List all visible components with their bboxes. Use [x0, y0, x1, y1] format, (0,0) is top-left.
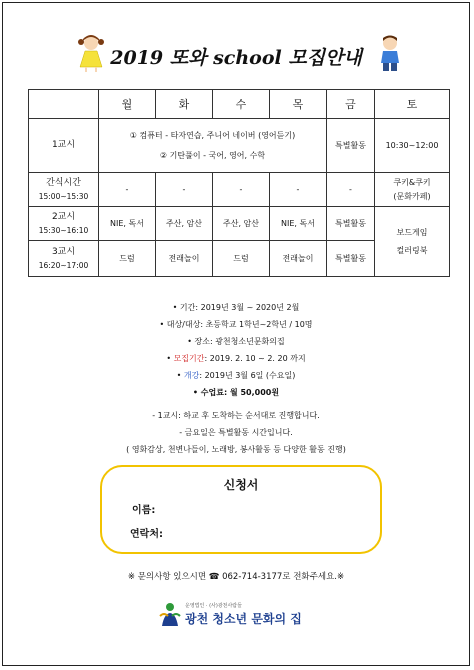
page-title: 2019 또와 school 모집안내: [110, 47, 362, 69]
info-fee: • 수업료: 월 50,000원: [192, 388, 280, 397]
period-label: 1교시: [51, 140, 76, 150]
period-time: 15:00~15:30: [38, 191, 89, 201]
period-label: 2교시: [51, 211, 76, 222]
period-cell: [29, 207, 99, 241]
schedule-cell: 주산, 암산: [213, 207, 270, 241]
note-line: - 1교시: 하교 후 도착하는 순서대로 진행합니다.: [152, 411, 320, 420]
info-period: • 기간: 2019년 3월 ~ 2020년 2월: [172, 303, 300, 312]
schedule-cell: -: [213, 173, 270, 207]
table-row: [29, 119, 450, 173]
day-header: 금: [327, 90, 375, 119]
schedule-cell: 전래놀이: [270, 241, 327, 277]
corner-cell: [29, 90, 99, 119]
open-value: : 2019년 3월 6일 (수요일): [199, 371, 296, 380]
open-label: 개강: [183, 371, 200, 380]
info-open: • 개강: 2019년 3월 6일 (수요일): [176, 371, 296, 380]
period-cell: [29, 119, 99, 173]
info-recruit: • 모집기간: 2019. 2. 10 ~ 2. 20 까지: [166, 354, 306, 363]
period1-line: ① 컴퓨터 - 타자연습, 주니어 네이버 (영어듣기): [129, 130, 296, 140]
note-line: - 금요일은 특별활동 시간입니다.: [179, 428, 293, 437]
day-header: 월: [99, 90, 156, 119]
day-header: 수: [213, 90, 270, 119]
day-header: 화: [156, 90, 213, 119]
saturday-cell: 보드게임 컬러링북: [375, 207, 450, 277]
info-place: • 장소: 광천청소년문화의집: [187, 337, 285, 346]
org-operator: 운영법인 · (사)광천사람들: [185, 603, 242, 609]
schedule-cell: -: [156, 173, 213, 207]
flyer-page: [2, 2, 470, 666]
schedule-cell: NIE, 독서: [270, 207, 327, 241]
day-header: 토: [375, 90, 450, 119]
organization-logo: [158, 602, 338, 628]
schedule-cell: 드럼: [99, 241, 156, 277]
schedule-table: [28, 89, 450, 277]
period-time: 15:30~16:10: [38, 225, 89, 235]
schedule-cell: -: [270, 173, 327, 207]
notes: [3, 407, 469, 458]
saturday-cell: 10:30~12:00: [375, 119, 450, 173]
period-cell: [29, 173, 99, 207]
contact-info: ※ 문의사항 있으시면 ☎ 062-714-3177로 전화주세요.※: [127, 572, 345, 582]
schedule-cell: 드럼: [213, 241, 270, 277]
schedule-cell: 전래놀이: [156, 241, 213, 277]
period1-content-cell: [99, 119, 327, 173]
program-info: [3, 299, 469, 401]
contact-field-label: 연락처:: [130, 529, 163, 540]
note-line: ( 영화감상, 천변나들이, 노래방, 봉사활동 등 다양한 활동 진행): [126, 445, 346, 454]
period-label: 간식시간: [46, 177, 81, 188]
info-target: • 대상/대상: 초등학교 1학년~2학년 / 10명: [159, 320, 313, 329]
friday-cell: 특별활동: [327, 119, 375, 173]
table-row: [29, 207, 450, 241]
schedule-cell: 특별활동: [327, 241, 375, 277]
org-name: 광천 청소년 문화의 집: [185, 612, 302, 626]
schedule-cell: 주산, 암산: [156, 207, 213, 241]
period1-line: ② 기탄풀이 - 국어, 영어, 수학: [159, 150, 266, 160]
period-label: 3교시: [51, 246, 76, 257]
period-cell: [29, 241, 99, 277]
table-row: [29, 173, 450, 207]
application-form: [100, 465, 382, 554]
day-header: 목: [270, 90, 327, 119]
table-header-row: [29, 90, 450, 119]
schedule-cell: NIE, 독서: [99, 207, 156, 241]
name-field-label: 이름:: [132, 505, 156, 516]
schedule-cell: -: [327, 173, 375, 207]
application-title: 신청서: [223, 478, 259, 492]
schedule-cell: 특별활동: [327, 207, 375, 241]
period-time: 16:20~17:00: [38, 260, 89, 270]
schedule-cell: -: [99, 173, 156, 207]
saturday-cell: 쿠키&쿠키 (문화카페): [375, 173, 450, 207]
org-emblem-icon: [158, 602, 182, 628]
recruit-value: : 2019. 2. 10 ~ 2. 20 까지: [204, 354, 306, 363]
recruit-label: 모집기간: [173, 354, 205, 363]
